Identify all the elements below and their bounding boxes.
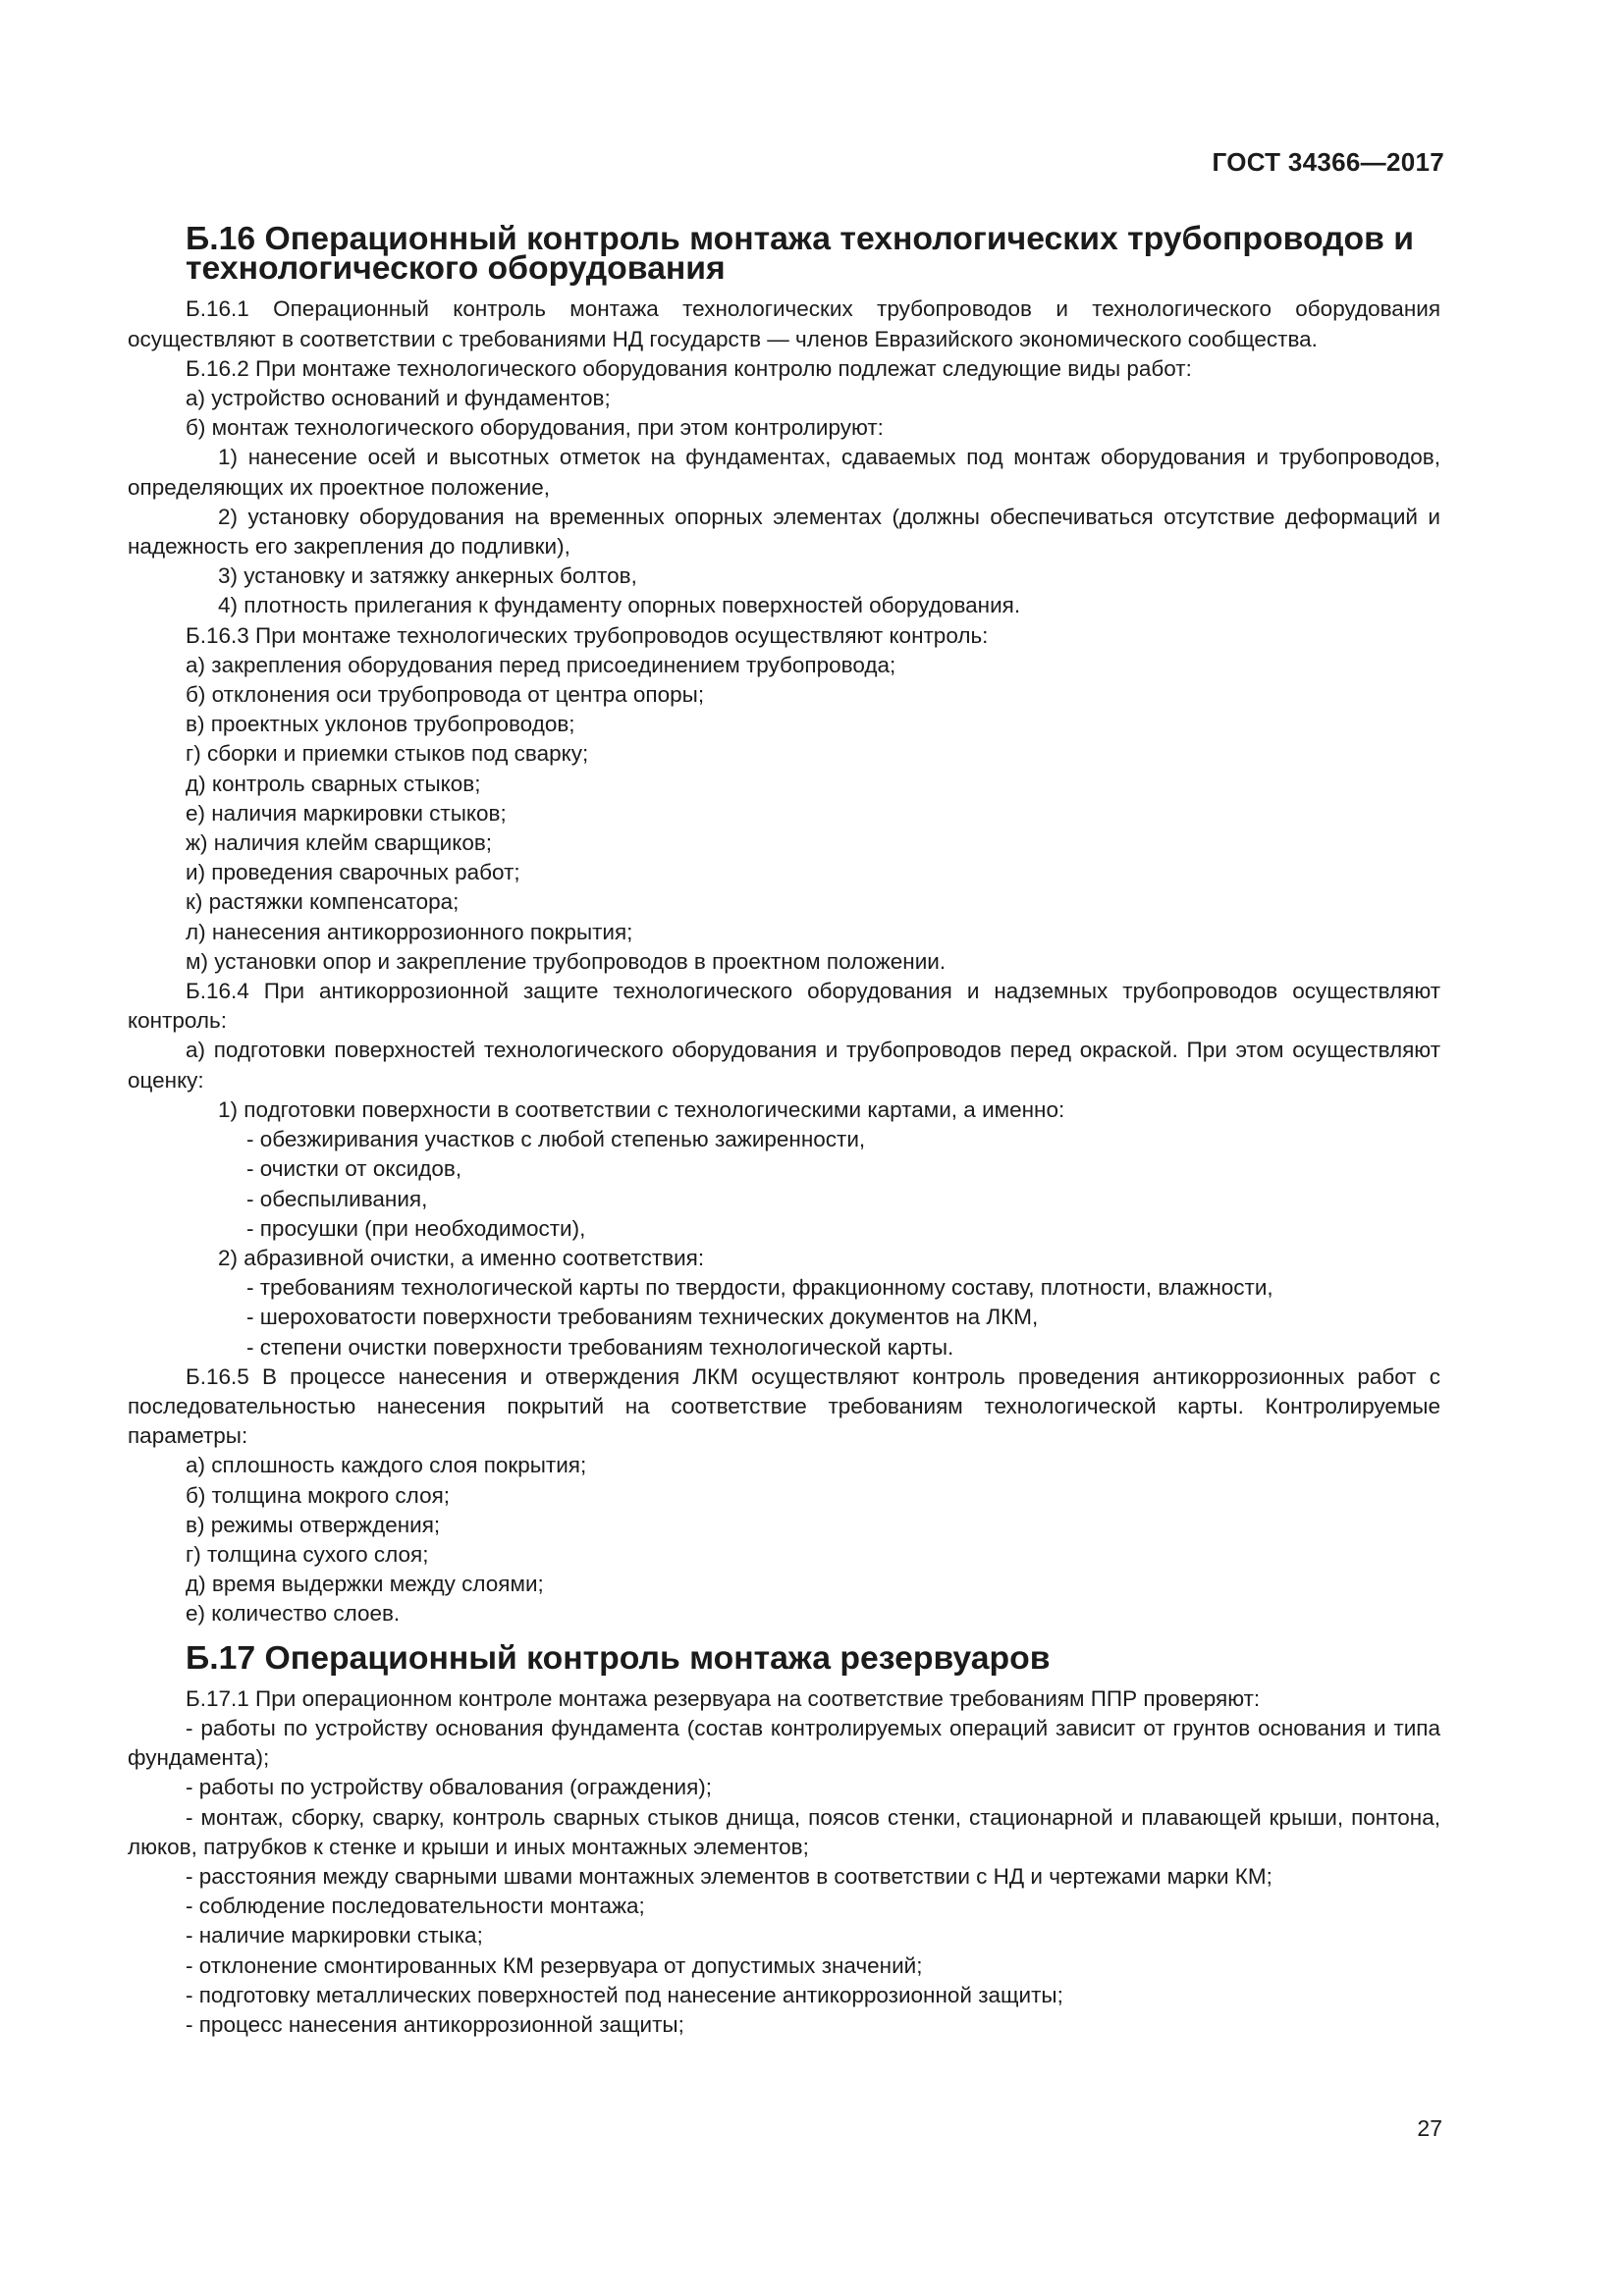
section-heading: Б.16 Операционный контроль монтажа технологических трубопроводов и технологического оборудования <box>186 220 1415 288</box>
paragraph: ж) наличия клейм сварщиков; <box>186 830 493 856</box>
document-code-header: ГОСТ 34366—2017 <box>1212 147 1444 177</box>
paragraph: - подготовку металлических поверхностей под нанесение антикоррозионной защиты; <box>186 1982 1063 2007</box>
page-number: 27 <box>1417 2115 1442 2141</box>
paragraph: м) установки опор и закрепление трубопроводов в проектном положении. <box>186 948 947 974</box>
section-paragraphs <box>128 1684 1440 2040</box>
paragraph: 3) установку и затяжку анкерных болтов, <box>218 563 637 589</box>
paragraph: 1) нанесение осей и высотных отметок на фундаментах, сдаваемых под монтаж оборудования и трубопроводов, определяющих их проектное положение, <box>128 445 1440 500</box>
paragraph: Б.16.4 При антикоррозионной защите технологического оборудования и надземных трубопроводов осуществляют контроль: <box>128 979 1440 1034</box>
paragraph: 1) подготовки поверхности в соответствии с технологическими картами, а именно: <box>218 1096 1065 1122</box>
paragraph: - обеспыливания, <box>246 1186 428 1211</box>
paragraph: в) проектных уклонов трубопроводов; <box>186 712 575 737</box>
section-b16 <box>128 220 1440 1629</box>
section-heading: Б.17 Операционный контроль монтажа резервуаров <box>186 1638 1051 1677</box>
paragraph: - процесс нанесения антикоррозионной защиты; <box>186 2011 684 2037</box>
paragraph: - работы по устройству обвалования (ограждения); <box>186 1775 713 1800</box>
section-paragraphs <box>128 294 1440 1629</box>
section-b17 <box>128 1638 1440 2041</box>
paragraph: б) отклонения оси трубопровода от центра опоры; <box>186 682 705 708</box>
paragraph: - шероховатости поверхности требованиям технических документов на ЛКМ, <box>246 1305 1039 1330</box>
paragraph: и) проведения сварочных работ; <box>186 860 520 885</box>
paragraph: - просушки (при необходимости), <box>246 1215 586 1241</box>
paragraph: Б.16.2 При монтаже технологического оборудования контролю подлежат следующие виды работ: <box>186 355 1192 381</box>
paragraph: д) время выдержки между слоями; <box>186 1572 544 1597</box>
paragraph: - очистки от оксидов, <box>246 1156 462 1182</box>
paragraph: к) растяжки компенсатора; <box>186 889 460 915</box>
paragraph: - расстояния между сварными швами монтажных элементов в соответствии с НД и чертежами марки КМ; <box>186 1863 1272 1889</box>
paragraph: а) подготовки поверхностей технологического оборудования и трубопроводов перед окраской. При этом осуществляют оценку: <box>128 1038 1440 1093</box>
paragraph: в) режимы отверждения; <box>186 1512 441 1537</box>
paragraph: - работы по устройству основания фундамента (состав контролируемых операций зависит от грунтов основания и типа фундамента); <box>128 1715 1440 1771</box>
paragraph: а) сплошность каждого слоя покрытия; <box>186 1453 587 1478</box>
paragraph: б) толщина мокрого слоя; <box>186 1482 451 1508</box>
paragraph: 2) установку оборудования на временных опорных элементах (должны обеспечиваться отсутствие деформаций и надежность его закрепления до подливки), <box>128 504 1440 560</box>
paragraph: - степени очистки поверхности требованиям технологической карты. <box>246 1334 954 1360</box>
paragraph: а) устройство оснований и фундаментов; <box>186 386 611 411</box>
paragraph: е) наличия маркировки стыков; <box>186 800 507 826</box>
paragraph: г) толщина сухого слоя; <box>186 1541 429 1567</box>
document-body <box>128 220 1440 2040</box>
paragraph: 2) абразивной очистки, а именно соответствия: <box>218 1245 705 1270</box>
paragraph: - монтаж, сборку, сварку, контроль сварных стыков днища, поясов стенки, стационарной и плавающей крыши, понтона, люков, патрубков к стенке и крыши и иных монтажных элементов; <box>128 1804 1440 1859</box>
paragraph: Б.16.1 Операционный контроль монтажа технологических трубопроводов и технологического оборудования осуществляют в соответствии с требованиями НД государств — членов Евразийского экономического сообщества. <box>128 296 1440 351</box>
paragraph: б) монтаж технологического оборудования, при этом контролируют: <box>186 415 884 441</box>
paragraph: Б.17.1 При операционном контроле монтажа резервуара на соответствие требованиям ППР проверяют: <box>186 1685 1261 1711</box>
paragraph: Б.16.3 При монтаже технологических трубопроводов осуществляют контроль: <box>186 622 989 648</box>
paragraph: - соблюдение последовательности монтажа; <box>186 1894 645 1919</box>
paragraph: - обезжиривания участков с любой степенью зажиренности, <box>246 1127 866 1152</box>
paragraph: - наличие маркировки стыка; <box>186 1923 483 1949</box>
paragraph: 4) плотность прилегания к фундаменту опорных поверхностей оборудования. <box>218 593 1021 618</box>
paragraph: - отклонение смонтированных КМ резервуара от допустимых значений; <box>186 1952 923 1978</box>
paragraph: л) нанесения антикоррозионного покрытия; <box>186 919 633 944</box>
paragraph: г) сборки и приемки стыков под сварку; <box>186 741 589 767</box>
paragraph: Б.16.5 В процессе нанесения и отверждения ЛКМ осуществляют контроль проведения антикоррозионных работ с последовательностью нанесения покрытий на соответствие требованиям технологической карты. Контролируемые параметры: <box>128 1363 1440 1449</box>
paragraph: а) закрепления оборудования перед присоединением трубопровода; <box>186 652 896 677</box>
paragraph: е) количество слоев. <box>186 1601 401 1627</box>
paragraph: д) контроль сварных стыков; <box>186 771 481 796</box>
paragraph: - требованиям технологической карты по твердости, фракционному составу, плотности, влажности, <box>246 1275 1273 1301</box>
